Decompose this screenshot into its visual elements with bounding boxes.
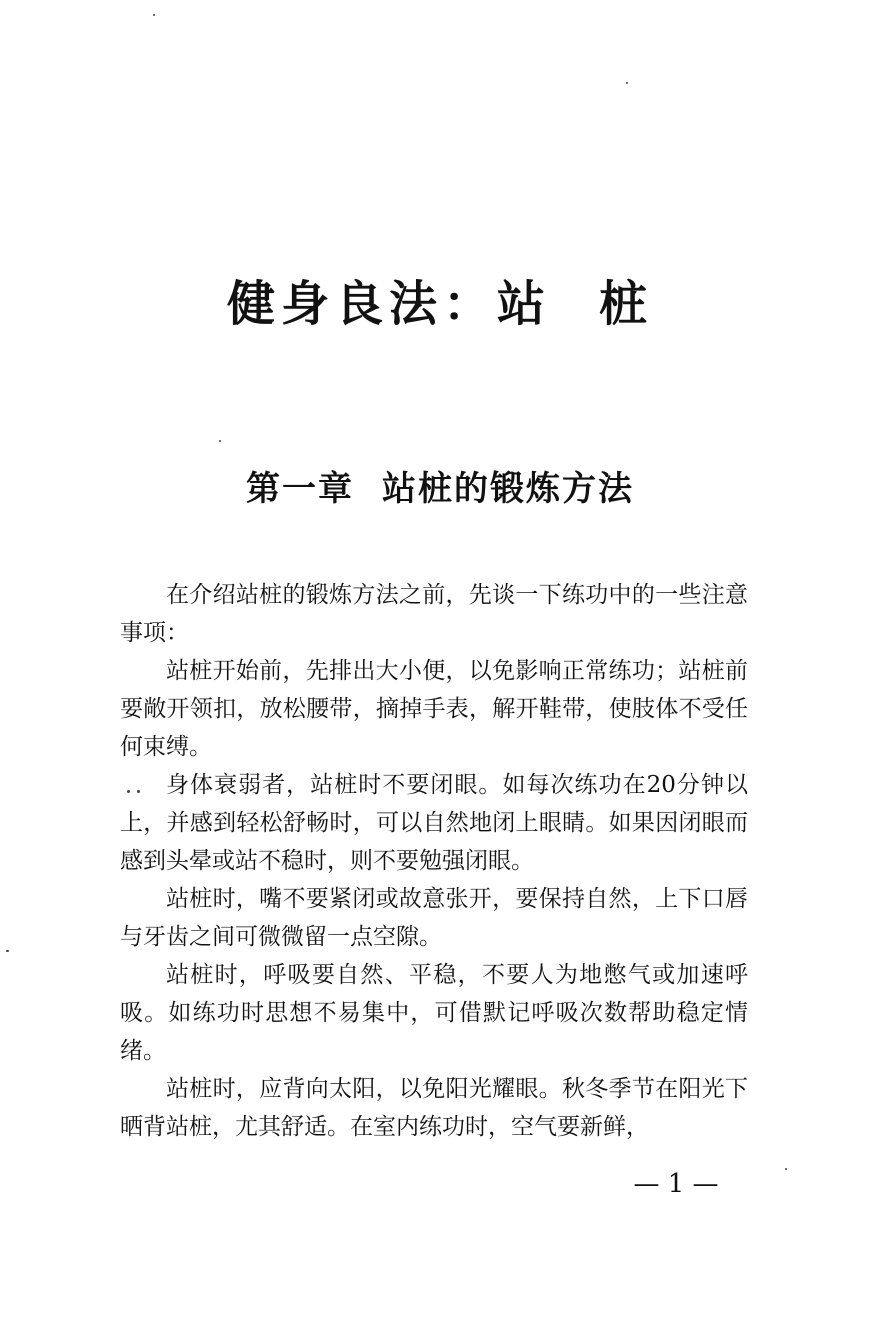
scan-speck [626, 82, 628, 84]
book-title-char-1: 站 [496, 276, 551, 332]
scan-speck [219, 440, 221, 442]
chapter-title: 站桩的锻炼方法 [382, 469, 634, 509]
paragraph: 站桩时，嘴不要紧闭或故意张开，要保持自然，上下口唇与牙齿之间可微微留一点空隙。 [120, 886, 748, 950]
paragraph: 站桩开始前，先排出大小便，以免影响正常练功；站桩前要敞开领扣，放松腰带，摘掉手表，解开鞋带，使肢体不受任何束缚。 [120, 658, 748, 760]
scan-speck [127, 790, 130, 793]
paragraph: 站桩时，应背向太阳，以免阳光耀眼。秋冬季节在阳光下晒背站桩，尤其舒适。在室内练功时，空气要新鲜， [120, 1076, 748, 1140]
page-number: — 1 — [633, 1169, 719, 1199]
scan-speck [785, 1168, 787, 1170]
chapter-heading [0, 464, 880, 514]
chapter-number: 第一章 [246, 469, 354, 509]
book-title-prefix: 健身良法： [226, 276, 497, 332]
book-title-char-2: 桩 [599, 276, 654, 332]
paragraph: 站桩时，呼吸要自然、平稳，不要人为地憋气或加速呼吸。如练功时思想不易集中，可借默记呼吸次数帮助稳定情绪。 [120, 962, 748, 1064]
paragraph: 在介绍站桩的锻炼方法之前，先谈一下练功中的一些注意事项： [120, 582, 748, 646]
scan-speck [6, 950, 9, 952]
body-text [120, 576, 748, 1146]
scan-speck [153, 14, 155, 16]
book-title [0, 272, 880, 336]
paragraph: 身体衰弱者，站桩时不要闭眼。如每次练功在20分钟以上，并感到轻松舒畅时，可以自然地闭上眼睛。如果因闭眼而感到头晕或站不稳时，则不要勉强闭眼。 [120, 772, 748, 874]
scan-speck [137, 790, 140, 793]
